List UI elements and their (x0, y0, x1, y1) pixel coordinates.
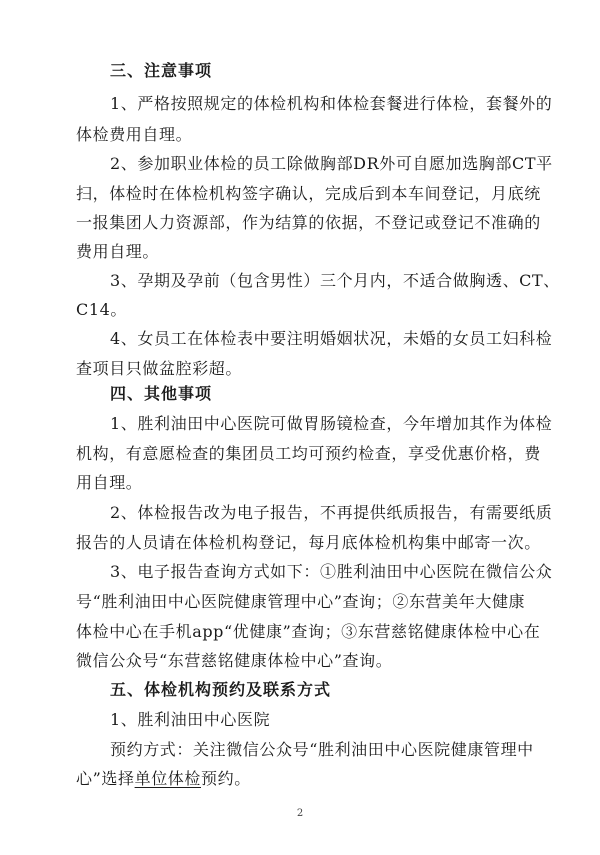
paragraph-line: 体检中心在手机app“优健康”查询；③东营慈铭健康体检中心在 (76, 622, 541, 641)
paragraph-line: 2、参加职业体检的员工除做胸部DR外可自愿加选胸部CT平 (110, 154, 553, 173)
paragraph-line: 2、体检报告改为电子报告，不再提供纸质报告，有需要纸质 (110, 503, 553, 522)
paragraph-line: 1、严格按照规定的体检机构和体检套餐进行体检，套餐外的 (110, 94, 553, 113)
paragraph-line: 4、女员工在体检表中要注明婚姻状况，未婚的女员工妇科检 (110, 329, 553, 348)
text-span: 预约。 (201, 769, 251, 788)
paragraph-line: 报告的人员请在体检机构登记，每月底体检机构集中邮寄一次。 (76, 533, 541, 552)
paragraph-line: 用自理。 (76, 473, 143, 492)
section-heading: 四、其他事项 (110, 384, 213, 403)
paragraph-line: C14。 (76, 300, 128, 319)
paragraph-line: 3、电子报告查询方式如下：①胜利油田中心医院在微信公众 (110, 562, 553, 581)
paragraph-line: 微信公众号“东营慈铭健康体检中心”查询。 (76, 651, 393, 670)
underlined-text: 单位体检 (134, 769, 201, 788)
page-number: 2 (296, 808, 304, 819)
paragraph-line: 3、孕期及孕前（包含男性）三个月内，不适合做胸透、CT、 (110, 271, 560, 290)
paragraph-line: 体检费用自理。 (76, 125, 193, 144)
paragraph-line: 机构，有意愿检查的集团员工均可预约检查，享受优惠价格，费 (76, 444, 541, 463)
paragraph-line: 费用自理。 (76, 242, 160, 261)
paragraph-line: 扫，体检时在体检机构签字确认，完成后到本车间登记，月底统 (76, 184, 541, 203)
section-heading: 三、注意事项 (110, 61, 213, 80)
paragraph-line: 一报集团人力资源部，作为结算的依据，不登记或登记不准确的 (76, 213, 541, 232)
text-span: 心”选择 (76, 769, 135, 788)
paragraph-line (76, 768, 600, 790)
paragraph-line: 查项目只做盆腔彩超。 (76, 359, 243, 378)
paragraph-line: 预约方式：关注微信公众号“胜利油田中心医院健康管理中 (110, 740, 534, 759)
paragraph-line: 1、胜利油田中心医院 (110, 710, 271, 729)
section-heading: 五、体检机构预约及联系方式 (110, 680, 332, 699)
paragraph-line: 号“胜利油田中心医院健康管理中心”查询；②东营美年大健康 (76, 592, 526, 611)
paragraph-line: 1、胜利油田中心医院可做胃肠镜检查，今年增加其作为体检 (110, 414, 553, 433)
